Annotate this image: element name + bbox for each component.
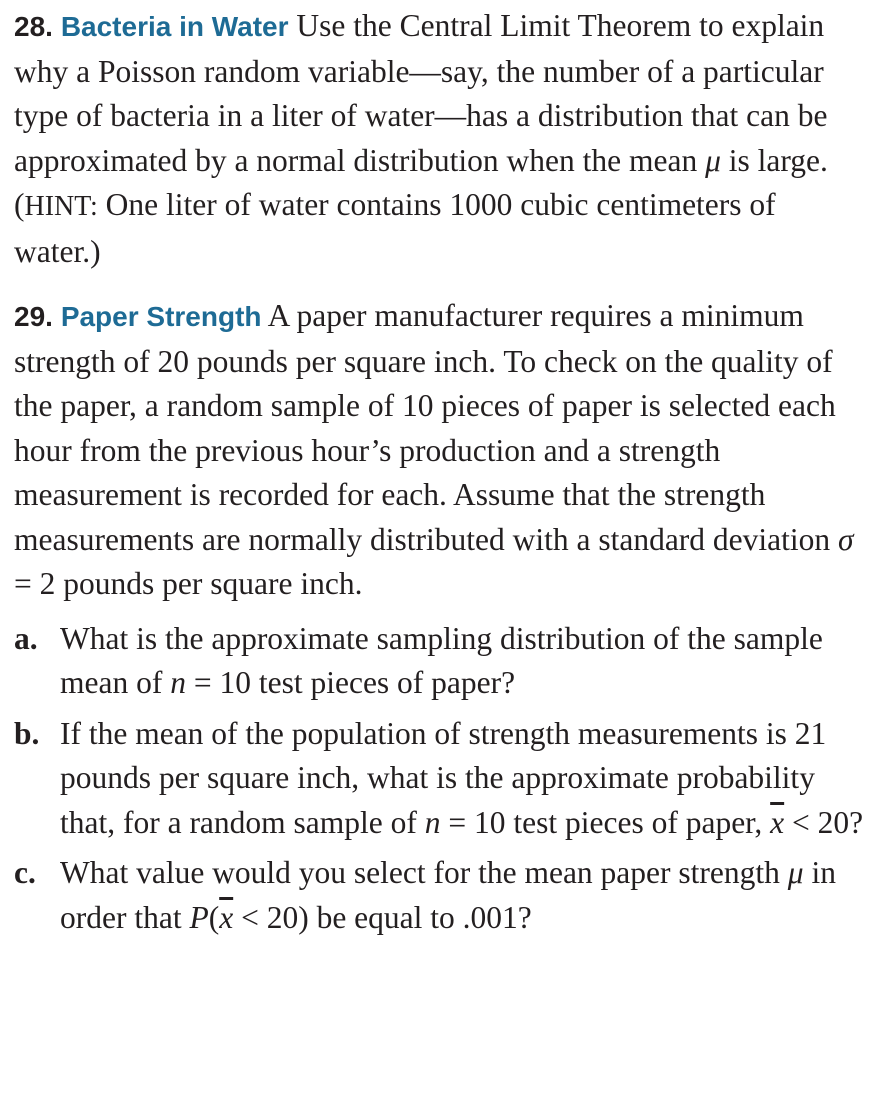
problem-text-after: is large. ( <box>14 142 828 222</box>
mu-symbol: μ <box>705 142 721 178</box>
problem-title: Bacteria in Water <box>60 11 289 42</box>
problem-number: 28. <box>14 11 53 42</box>
problem-number: 29. <box>14 301 53 332</box>
problem-29-parts <box>14 617 866 941</box>
part-text <box>60 617 866 706</box>
problem-29 <box>14 294 866 940</box>
part-text-after: < 20) be equal to .001? <box>233 899 532 935</box>
problem-title: Paper Strength <box>60 301 262 332</box>
part-a <box>14 617 866 706</box>
xbar-symbol: $\overline{x}$ <box>770 804 785 840</box>
part-text <box>60 851 866 940</box>
problem-text: Use the Central Limit Theorem to explain why a Poisson random variable—say, the number of a particular type of bacteria in a liter of water—has a distribution that can be approximated by a normal distribution when the mean <box>14 8 828 178</box>
part-text-mid: in order that <box>60 855 836 935</box>
hint-label: HINT: <box>24 191 98 222</box>
problem-28 <box>14 4 866 274</box>
part-label: a. <box>14 620 38 656</box>
hint-text: One liter of water contains 1000 cubic centimeters of water.) <box>14 187 776 269</box>
part-b <box>14 712 866 846</box>
problem-text: A paper manufacturer requires a minimum strength of 20 pounds per square inch. To check on the quality of the paper, a random sample of 10 pieces of paper is selected each hour from the previous hour’s production and a strength measurement is recorded for each. Assume that the strength measurements are normally distributed with a standard deviation <box>14 298 839 557</box>
part-text-before: What value would you select for the mean paper strength <box>60 855 788 890</box>
paren-open: ( <box>208 899 220 935</box>
p-symbol: P <box>189 899 209 935</box>
part-text-mid: = 10 test pieces of paper, <box>440 804 771 840</box>
n-symbol: n <box>170 665 186 700</box>
textbook-page <box>14 4 866 946</box>
part-label: c. <box>14 855 36 890</box>
n-symbol: n <box>424 804 441 840</box>
part-text-before: What is the approximate sampling distribution of the sample mean of <box>60 620 823 700</box>
mu-symbol: μ <box>787 855 804 890</box>
problem-29-intro <box>14 294 866 607</box>
part-label: b. <box>14 715 40 751</box>
part-text-before: If the mean of the population of strength measurements is 21 pounds per square inch, what is the approximate probability that, for a random sample of <box>60 715 827 840</box>
part-text <box>60 712 866 846</box>
part-c <box>14 851 866 940</box>
xbar-symbol: $\overline{x}$ <box>219 899 234 935</box>
sigma-text: = 2 pounds per square inch. <box>14 566 363 601</box>
part-text-after: < 20? <box>784 804 864 840</box>
sigma-symbol: σ <box>838 521 854 557</box>
part-text-after: = 10 test pieces of paper? <box>185 665 516 700</box>
